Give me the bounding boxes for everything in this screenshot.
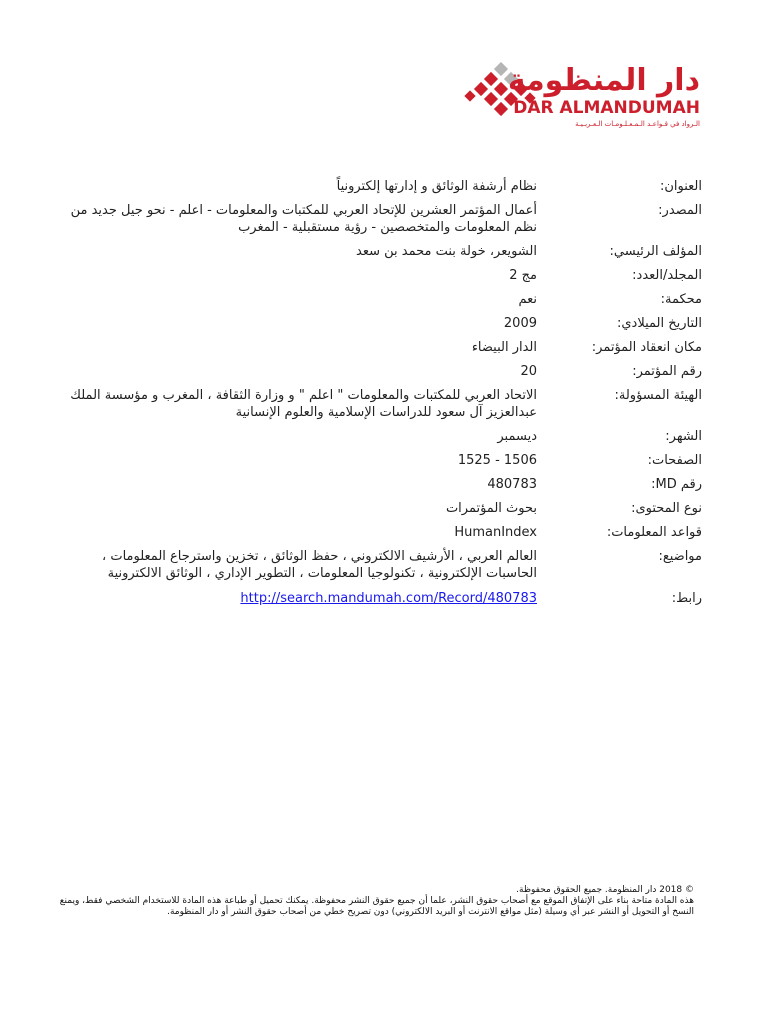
record-row-author — [60, 243, 702, 260]
field-label: رقم المؤتمر: — [632, 364, 702, 379]
field-value: ديسمبر — [497, 429, 537, 444]
publisher-logo — [462, 62, 708, 134]
record-url-link[interactable]: http://search.mandumah.com/Record/480783 — [240, 591, 537, 606]
record-row-pages — [60, 452, 702, 469]
field-label: قواعد المعلومات: — [606, 525, 702, 540]
copyright-line: © 2018 دار المنظومة. جميع الحقوق محفوظة. — [516, 885, 694, 895]
field-label: رقم MD: — [651, 477, 702, 492]
usage-terms: هذه المادة متاحة بناء على الإتفاق الموقع مع أصحاب حقوق النشر، علما أن جميع حقوق النشر محفوظة. يمكنك تحميل أو طباعة هذه المادة للاستخدام الشخصي فقط، ويمنع النسخ أو التحويل أو النشر عبر أي وسيلة (مثل مواقع الانترنت أو البريد الالكتروني) دون تصريح خطي من أصحاب حقوق النشر أو دار المنظومة. — [59, 896, 694, 917]
record-row-content-type — [60, 500, 702, 517]
field-value: بحوث المؤتمرات — [445, 501, 537, 516]
copyright-notice — [52, 885, 694, 918]
field-value: أعمال المؤتمر العشرين للإتحاد العربي للمكتبات والمعلومات - اعلم - نحو جيل جديد من نظم المعلومات والمتخصصين - رؤية مستقبلية - المغرب — [70, 203, 537, 235]
logo-tagline: الـرواد في قـواعـد الـمـعـلـومـات الـعـربـيـة — [575, 120, 700, 128]
field-value: 480783 — [487, 477, 537, 492]
field-label: المجلد/العدد: — [632, 268, 702, 283]
field-label: العنوان: — [659, 179, 702, 194]
field-value: العالم العربي ، الأرشيف الالكتروني ، حفظ الوثائق ، تخزين واسترجاع المعلومات ، الحاسبات الإلكترونية ، تكنولوجيا المعلومات ، التطوير الإداري ، الوثائق الالكترونية — [102, 549, 537, 581]
record-row-source — [60, 202, 702, 236]
field-value: الاتحاد العربي للمكتبات والمعلومات " اعلم " و وزارة الثقافة ، المغرب و مؤسسة الملك عبدالعزيز آل سعود للدراسات الإسلامية والعلوم الإنسانية — [70, 388, 537, 420]
field-value: نظام أرشفة الوثائق و إدارتها إلكترونياً — [336, 179, 537, 194]
field-value: HumanIndex — [454, 525, 537, 540]
record-row-venue — [60, 339, 702, 356]
field-value: الدار البيضاء — [471, 340, 537, 355]
record-row-title — [60, 178, 702, 195]
record-details — [60, 178, 702, 614]
record-row-volume — [60, 267, 702, 284]
record-row-md-number — [60, 476, 702, 493]
field-label: الصفحات: — [647, 453, 702, 468]
record-row-database — [60, 524, 702, 541]
field-label: محكمة: — [660, 292, 702, 307]
field-value: الشويعر، خولة بنت محمد بن سعد — [356, 244, 537, 259]
field-label: المؤلف الرئيسي: — [609, 244, 702, 259]
field-value — [60, 590, 537, 607]
record-row-year — [60, 315, 702, 332]
field-label: المصدر: — [658, 203, 702, 218]
field-label: التاريخ الميلادي: — [617, 316, 702, 331]
field-label: مواضيع: — [658, 549, 702, 564]
field-label: الشهر: — [665, 429, 702, 444]
field-value: 1506 - 1525 — [457, 453, 537, 468]
logo-english-name: DAR ALMANDUMAH — [513, 98, 700, 118]
field-value: 20 — [520, 364, 537, 379]
field-label: رابط: — [671, 591, 702, 606]
record-row-conference-number — [60, 363, 702, 380]
record-row-link — [60, 590, 702, 607]
field-label: الهيئة المسؤولة: — [614, 388, 702, 403]
field-label: نوع المحتوى: — [631, 501, 702, 516]
field-label: مكان انعقاد المؤتمر: — [591, 340, 702, 355]
field-value: مج 2 — [509, 268, 537, 283]
record-row-peer-reviewed — [60, 291, 702, 308]
logo-arabic-name: دار المنظومة — [507, 63, 700, 98]
field-value: نعم — [518, 292, 537, 307]
field-value: 2009 — [503, 316, 537, 331]
record-row-organizer — [60, 387, 702, 421]
record-row-month — [60, 428, 702, 445]
record-row-subjects — [60, 548, 702, 582]
